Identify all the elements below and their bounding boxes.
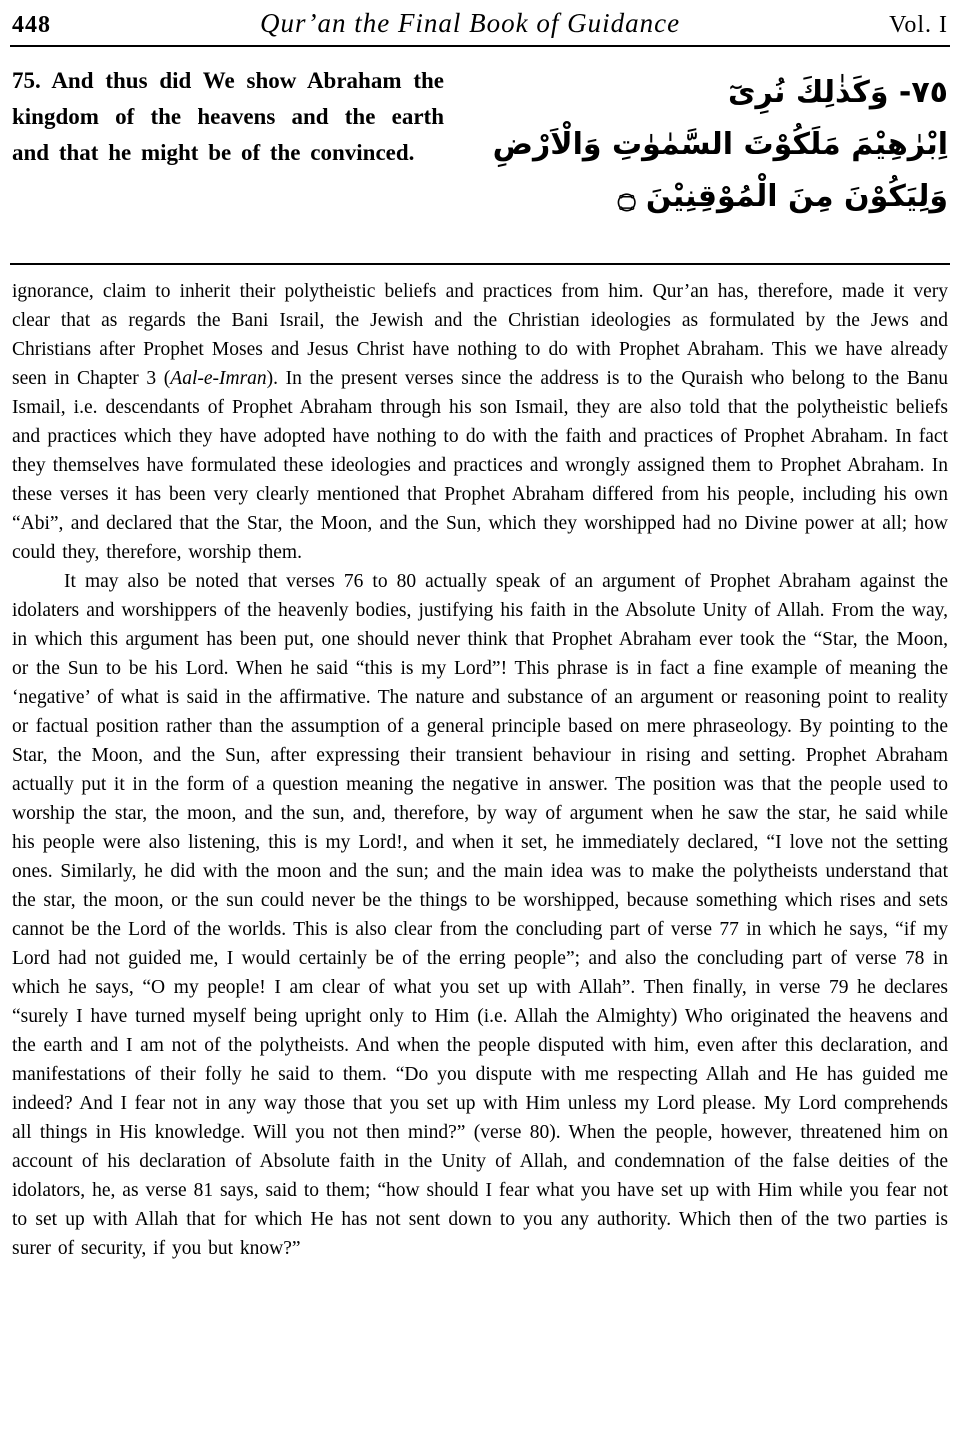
verse-translation: 75. And thus did We show Abraham the kingdom of the heavens and the earth and that he might be of the convinced. — [12, 68, 444, 165]
commentary-body — [10, 265, 950, 1263]
volume-label: Vol. I — [889, 12, 948, 38]
arabic-line-1: ٧٥- وَكَذٰلِكَ نُرِىٓ — [727, 75, 948, 110]
book-title: Qur’an the Final Book of Guidance — [259, 8, 681, 38]
arabic-line-3: وَلِيَكُوْنَ مِنَ الْمُوْقِنِيْنَ ۝ — [617, 179, 948, 214]
verse-arabic-text — [478, 63, 948, 223]
page-number: 448 — [12, 12, 51, 38]
para1-text-end: ). In the present verses since the address is to the Quraish who belong to the Banu Ismail, i.e. descendants of Prophet Abraham through his son Ismail, they are also told that the polytheistic beliefs and practices which they have adopted have nothing to do with the faith and practices of Prophet Abraham. In fact they themselves have formulated these ideologies and practices and wrongly assigned them to Prophet Abraham. In these verses it has been very clearly mentioned that Prophet Abraham differed from his people, including his own “Abi”, and declared that the Star, the Moon, and the Sun, which they worshipped had no Divine power at all; how could they, therefore, worship them. — [12, 368, 948, 563]
page-header — [10, 6, 950, 45]
commentary-paragraph-1 — [12, 277, 948, 567]
commentary-paragraph-2: It may also be noted that verses 76 to 80 actually speak of an argument of Prophet Abraham against the idolaters and worshippers of the heavenly bodies, justifying his faith in the Absolute Unity of Allah. From the way, in which this argument has been put, one should never think that Prophet Abraham ever took the “Star, the Moon, or the Sun to be his Lord. When he said “this is my Lord”! This phrase is in fact a fine example of meaning the ‘negative’ of what is said in the affirmative. The nature and substance of an argument or reasoning point to reality or factual position rather than the assumption of a general principle based on mere phraseology. By pointing to the Star, the Moon, and the Sun, after expressing their transient behaviour in rising and setting. Prophet Abraham actually put it in the form of a question meaning the negative in answer. The position was that the people used to worship the star, the moon, and the sun, and, therefore, by way of argument when he saw the star, he said while his people were also listening, this is my Lord!, and when it set, he immediately declared, “I love not the setting ones. Similarly, he did with the moon and the sun; and the main idea was to make the polytheists understand that the star, the moon, or the sun could never be the things to be worshipped, because something which rises and sets cannot be the Lord of the worlds. This is also clear from the concluding part of verse 77 in which he says, “if my Lord had not guided me, I would certainly be of the erring people”; and also the concluding part of verse 78 in which he says, “O my people! I am clear of what you set up with Allah”. Then finally, in verse 79 he declares “surely I have turned myself being upright only to Him (i.e. Allah the Almighty) Who originated the heavens and the earth and I am not of the polytheists. And when the people disputed with him, even after this declaration, and manifestations of their folly he said to them. “Do you dispute with me respecting Allah and He has guided me indeed? And I fear not in any way those that you set up with Him unless my Lord please. My Lord comprehends all things in His knowledge. Will you not then mind?” (verse 80). When the people, however, threatened him on account of his declaration of Absolute faith in the Unity of Allah, and condemnation of the false deities of the idolators, he, as verse 81 says, said to them; “how should I fear what you have set up with Him while you fear not to set up with Allah that for which He has not sent down to you any authority. Which then of the two parties is surer of security, if you but know?” — [12, 571, 948, 1259]
para1-text-start: ignorance, claim to inherit their polytheistic beliefs and practices from him. Qur’an has, therefore, made it very clear that as regards the Bani Israil, the Jewish and the Christian ideologies as formulated by the Jews and Christians after Prophet Moses and Jesus Christ have nothing to do with Prophet Abraham. This we have already seen in Chapter 3 ( — [12, 281, 948, 389]
para1-italic-term: Aal-e-Imran — [170, 368, 267, 389]
arabic-line-2: اِبْرٰهِيْمَ مَلَكُوْتَ السَّمٰوٰتِ وَالْاَرْضِ — [492, 127, 948, 162]
verse-block — [10, 47, 950, 263]
